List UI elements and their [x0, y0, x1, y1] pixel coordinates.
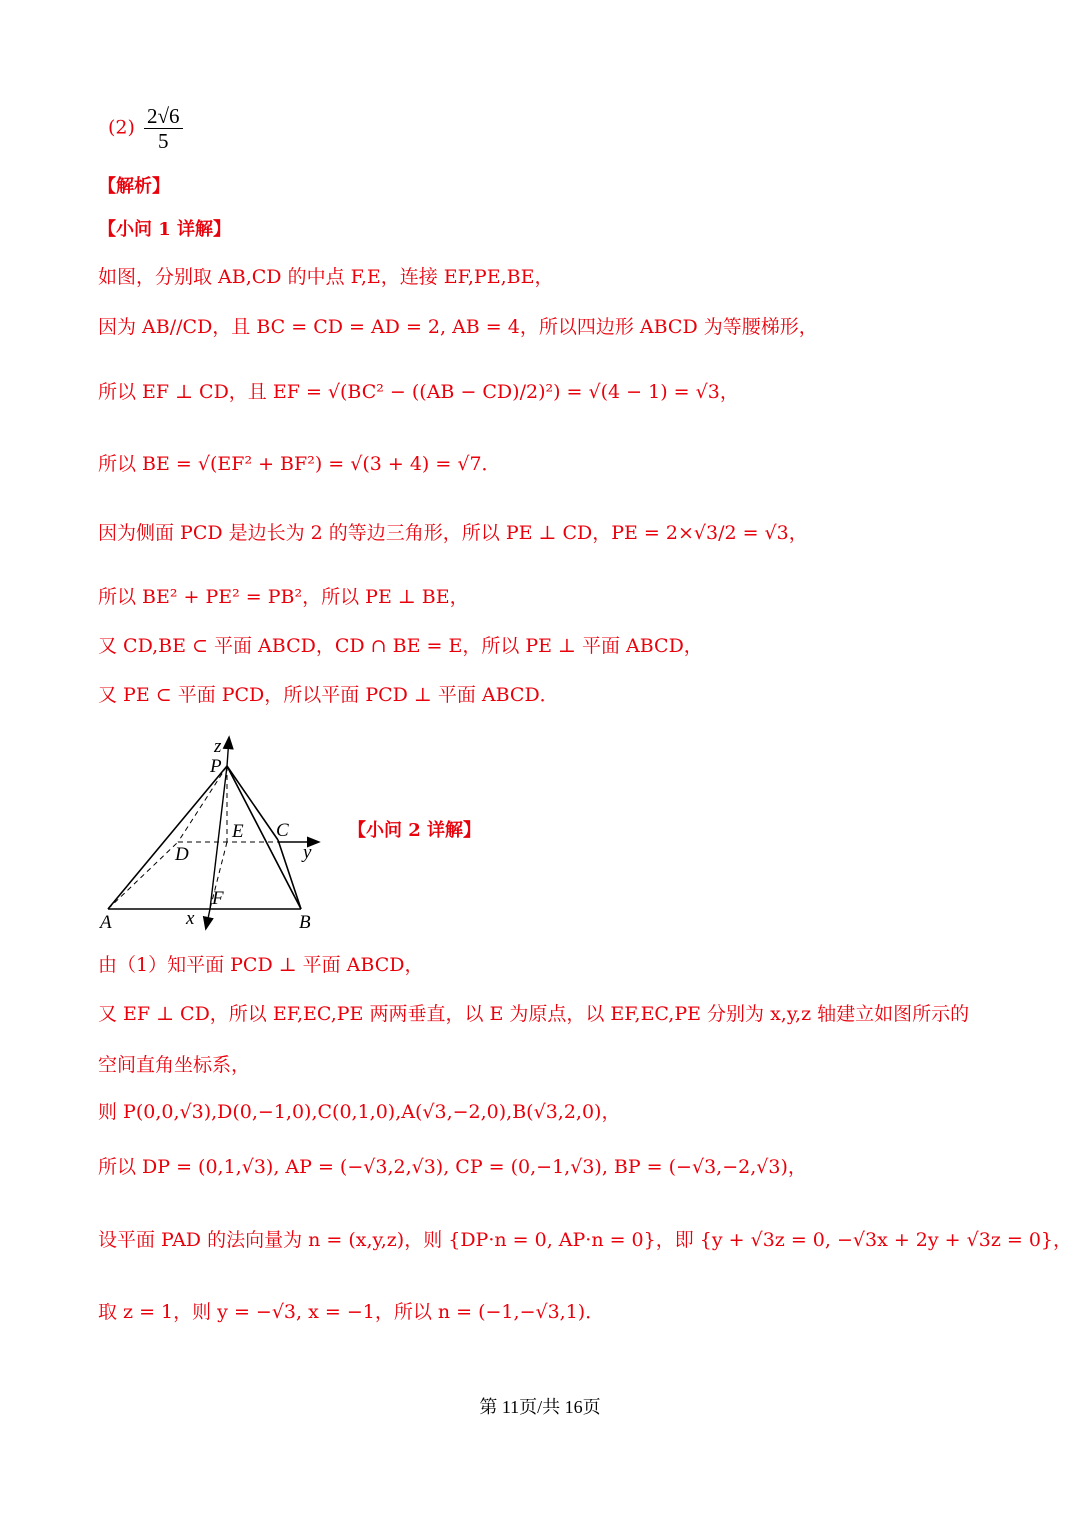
q2-line3: 空间直角坐标系，: [98, 1054, 251, 1076]
edge-CB: [278, 840, 301, 909]
q1-line6: 所以 BE² + PE² = PB²，所以 PE ⊥ BE，: [98, 586, 469, 608]
label-y: y: [303, 842, 312, 863]
answer-numerator: 2√6: [144, 104, 183, 129]
q1-line2: 因为 AB//CD，且 BC = CD = AD = 2, AB = 4，所以四边形 ABCD 为等腰梯形，: [98, 316, 818, 338]
header-q1: 【小问 1 详解】: [98, 219, 232, 240]
label-E: E: [232, 821, 244, 842]
z-axis: [227, 738, 229, 766]
answer-fraction: [144, 104, 183, 153]
q1-line1: 如图，分别取 AB,CD 的中点 F,E，连接 EF,PE,BE，: [98, 266, 554, 288]
x-axis: [206, 909, 210, 928]
header-analysis: 【解析】: [98, 176, 170, 197]
label-C: C: [276, 820, 289, 841]
label-D: D: [175, 844, 189, 865]
header-q2: 【小问 2 详解】: [348, 820, 482, 841]
q2-line6: 设平面 PAD 的法向量为 n = (x,y,z)，则 {DP·n = 0, AP·n = 0}，即 {y + √3z = 0, −√3x + 2y + √3z = 0}，: [98, 1229, 1073, 1251]
label-F: F: [212, 888, 224, 909]
q2-line5: 所以 DP = (0,1,√3), AP = (−√3,2,√3), CP = (0,−1,√3), BP = (−√3,−2,√3)，: [98, 1156, 807, 1178]
label-A: A: [100, 912, 112, 932]
label-z: z: [214, 736, 222, 757]
q1-line5: 因为侧面 PCD 是边长为 2 的等边三角形，所以 PE ⊥ CD，PE = 2×√3/2 = √3，: [98, 522, 808, 544]
q2-line7: 取 z = 1，则 y = −√3, x = −1，所以 n = (−1,−√3,1)．: [98, 1301, 605, 1323]
label-B: B: [299, 912, 311, 932]
q1-line7: 又 CD,BE ⊂ 平面 ABCD，CD ∩ BE = E，所以 PE ⊥ 平面 ABCD，: [98, 635, 703, 657]
q2-line1: 由（1）知平面 PCD ⊥ 平面 ABCD，: [98, 954, 424, 976]
edge-PA: [108, 766, 227, 909]
q1-line4: 所以 BE = √(EF² + BF²) = √(3 + 4) = √7．: [98, 453, 501, 475]
pyramid-figure: [98, 732, 338, 932]
answer-line: [108, 104, 186, 153]
q1-line3: 所以 EF ⊥ CD，且 EF = √(BC² − ((AB − CD)/2)²) = √(4 − 1) = √3，: [98, 381, 739, 403]
label-x: x: [186, 908, 195, 929]
q2-line2: 又 EF ⊥ CD，所以 EF,EC,PE 两两垂直，以 E 为原点，以 EF,EC,PE 分别为 x,y,z 轴建立如图所示的: [98, 1003, 970, 1025]
q2-line4: 则 P(0,0,√3),D(0,−1,0),C(0,1,0),A(√3,−2,0),B(√3,2,0)，: [98, 1101, 621, 1123]
q1-line8: 又 PE ⊂ 平面 PCD，所以平面 PCD ⊥ 平面 ABCD．: [98, 684, 559, 706]
edge-AD: [108, 842, 178, 909]
label-P: P: [210, 756, 222, 777]
answer-label: (2): [108, 116, 135, 139]
page-footer: 第 11页/共 16页: [479, 1397, 601, 1417]
answer-denominator: 5: [157, 129, 169, 154]
